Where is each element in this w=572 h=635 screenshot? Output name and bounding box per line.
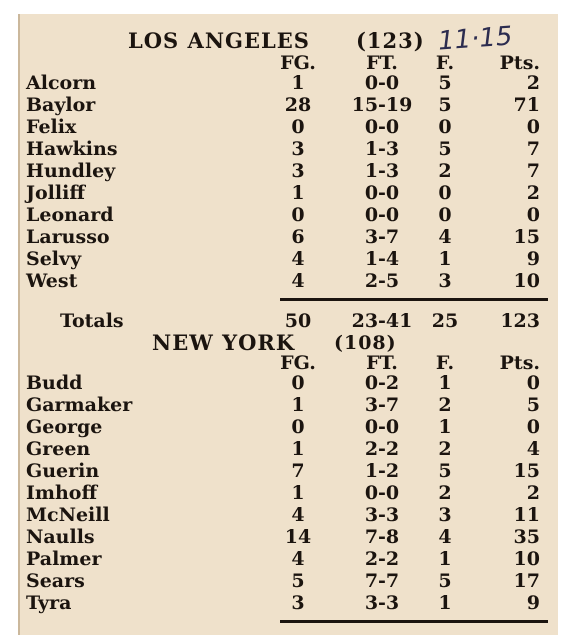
player-row (18, 438, 558, 460)
player-fouls: 1 (438, 548, 452, 570)
player-name: Selvy (26, 248, 82, 270)
player-ft: 15-19 (351, 94, 413, 116)
player-row (18, 372, 558, 394)
player-fg: 4 (291, 248, 305, 270)
player-name: Budd (26, 372, 83, 394)
player-ft: 1-3 (364, 160, 400, 182)
player-points: 0 (526, 416, 540, 438)
col-header-ft: FT. (366, 352, 398, 374)
player-row (18, 116, 558, 138)
player-fouls: 2 (438, 482, 452, 504)
column-headers-new-york (18, 352, 558, 374)
totals-label: Totals (60, 310, 124, 332)
player-points: 15 (513, 226, 540, 248)
player-points: 2 (526, 182, 540, 204)
player-ft: 0-0 (364, 116, 400, 138)
player-row (18, 226, 558, 248)
player-fouls: 5 (438, 138, 452, 160)
player-fg: 4 (291, 270, 305, 292)
player-ft: 0-0 (364, 182, 400, 204)
col-header-f: F. (435, 352, 455, 374)
player-row (18, 504, 558, 526)
player-row (18, 248, 558, 270)
player-name: George (26, 416, 103, 438)
player-points: 71 (513, 94, 540, 116)
player-fouls: 1 (438, 248, 452, 270)
player-ft: 3-3 (364, 504, 400, 526)
player-row (18, 482, 558, 504)
player-name: Sears (26, 570, 85, 592)
player-fg: 0 (291, 116, 305, 138)
player-name: Green (26, 438, 91, 460)
player-points: 4 (526, 438, 540, 460)
team-score: (108) (334, 332, 397, 354)
player-name: Hundley (26, 160, 116, 182)
col-header-ft: FT. (366, 52, 398, 74)
player-name: West (26, 270, 78, 292)
player-name: Naulls (26, 526, 95, 548)
player-row (18, 138, 558, 160)
player-ft: 0-0 (364, 72, 400, 94)
player-fg: 4 (291, 504, 305, 526)
player-name: Palmer (26, 548, 102, 570)
player-points: 35 (513, 526, 540, 548)
player-fouls: 0 (438, 116, 452, 138)
player-points: 5 (526, 394, 540, 416)
team-name: LOS ANGELES (128, 28, 310, 53)
player-ft: 2-5 (364, 270, 400, 292)
player-points: 15 (513, 460, 540, 482)
player-fouls: 5 (438, 570, 452, 592)
player-points: 7 (526, 138, 540, 160)
team-header-los-angeles (18, 21, 558, 57)
player-name: Jolliff (26, 182, 85, 204)
totals-rule (280, 298, 548, 301)
player-name: Felix (26, 116, 77, 138)
player-fouls: 1 (438, 372, 452, 394)
player-fg: 3 (291, 138, 305, 160)
player-row (18, 592, 558, 614)
player-points: 10 (513, 270, 540, 292)
totals-fg: 50 (284, 310, 312, 332)
totals-rule (280, 620, 548, 623)
col-header-fg: FG. (280, 352, 316, 374)
player-name: Hawkins (26, 138, 118, 160)
player-fg: 7 (291, 460, 305, 482)
player-fouls: 4 (438, 226, 452, 248)
player-fouls: 2 (438, 394, 452, 416)
player-fouls: 1 (438, 592, 452, 614)
player-ft: 1-2 (364, 460, 400, 482)
player-points: 2 (526, 482, 540, 504)
player-name: Imhoff (26, 482, 98, 504)
player-fg: 14 (284, 526, 312, 548)
column-headers-los-angeles (18, 52, 558, 74)
player-name: Leonard (26, 204, 114, 226)
player-name: Larusso (26, 226, 110, 248)
totals-points: 123 (500, 310, 540, 332)
team-name: NEW YORK (152, 330, 296, 355)
player-fg: 6 (291, 226, 305, 248)
player-points: 11 (513, 504, 540, 526)
player-fg: 1 (291, 482, 305, 504)
player-ft: 1-3 (364, 138, 400, 160)
player-points: 10 (513, 548, 540, 570)
player-ft: 2-2 (364, 548, 400, 570)
player-fouls: 2 (438, 160, 452, 182)
player-fg: 5 (291, 570, 305, 592)
player-fouls: 4 (438, 526, 452, 548)
player-fg: 0 (291, 204, 305, 226)
player-row (18, 394, 558, 416)
team-score: (123) (356, 28, 425, 53)
player-ft: 3-7 (364, 226, 400, 248)
player-row (18, 160, 558, 182)
player-points: 9 (526, 592, 540, 614)
player-name: Guerin (26, 460, 100, 482)
player-ft: 0-0 (364, 416, 400, 438)
player-row (18, 94, 558, 116)
col-header-pts: Pts. (499, 52, 540, 74)
player-fg: 1 (291, 182, 305, 204)
player-ft: 7-8 (364, 526, 400, 548)
player-fg: 4 (291, 548, 305, 570)
totals-row (18, 310, 558, 332)
player-fouls: 3 (438, 504, 452, 526)
player-row (18, 270, 558, 292)
player-row (18, 570, 558, 592)
player-name: Baylor (26, 94, 96, 116)
player-ft: 3-7 (364, 394, 400, 416)
player-fg: 1 (291, 394, 305, 416)
player-points: 17 (513, 570, 540, 592)
player-fouls: 3 (438, 270, 452, 292)
player-row (18, 204, 558, 226)
player-fouls: 5 (438, 460, 452, 482)
player-fouls: 0 (438, 182, 452, 204)
player-fg: 3 (291, 592, 305, 614)
player-points: 2 (526, 72, 540, 94)
player-row (18, 548, 558, 570)
player-points: 7 (526, 160, 540, 182)
newspaper-clipping (18, 14, 558, 635)
player-name: Alcorn (26, 72, 97, 94)
col-header-fg: FG. (280, 52, 316, 74)
player-fouls: 2 (438, 438, 452, 460)
col-header-pts: Pts. (499, 352, 540, 374)
player-points: 0 (526, 116, 540, 138)
player-name: Tyra (26, 592, 72, 614)
player-row (18, 526, 558, 548)
player-points: 0 (526, 372, 540, 394)
player-name: Garmaker (26, 394, 133, 416)
player-ft: 7-7 (364, 570, 400, 592)
player-fg: 0 (291, 416, 305, 438)
player-fg: 28 (284, 94, 312, 116)
handwritten-date: 11·15 (437, 21, 514, 57)
player-fouls: 5 (438, 94, 452, 116)
player-row (18, 72, 558, 94)
totals-fouls: 25 (431, 310, 459, 332)
player-fg: 3 (291, 160, 305, 182)
player-ft: 0-0 (364, 204, 400, 226)
player-fouls: 0 (438, 204, 452, 226)
player-points: 9 (526, 248, 540, 270)
col-header-f: F. (435, 52, 455, 74)
player-fouls: 1 (438, 416, 452, 438)
player-ft: 3-3 (364, 592, 400, 614)
player-ft: 2-2 (364, 438, 400, 460)
player-ft: 0-2 (364, 372, 400, 394)
player-row (18, 182, 558, 204)
player-row (18, 460, 558, 482)
player-points: 0 (526, 204, 540, 226)
player-row (18, 416, 558, 438)
player-ft: 1-4 (364, 248, 400, 270)
player-ft: 0-0 (364, 482, 400, 504)
totals-ft: 23-41 (351, 310, 413, 332)
player-fg: 1 (291, 72, 305, 94)
player-name: McNeill (26, 504, 110, 526)
player-fouls: 5 (438, 72, 452, 94)
player-fg: 0 (291, 372, 305, 394)
player-fg: 1 (291, 438, 305, 460)
